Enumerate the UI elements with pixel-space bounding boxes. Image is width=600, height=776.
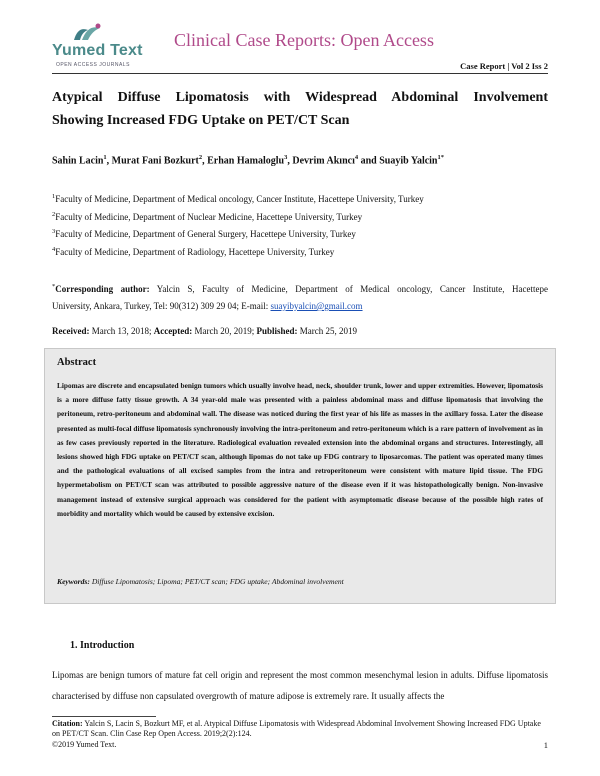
received-date: March 13, 2018; bbox=[91, 326, 152, 336]
logo-subtitle: OPEN ACCESS JOURNALS bbox=[56, 62, 130, 68]
affiliation bbox=[52, 211, 362, 222]
footer-rule bbox=[52, 716, 156, 717]
keywords-label: Keywords: bbox=[57, 577, 90, 586]
title-line-1: Atypical Diffuse Lipomatosis with Widespread Abdominal Involvement bbox=[52, 90, 548, 105]
author-sup: 2 bbox=[198, 154, 203, 161]
affiliation-sup: 2 bbox=[52, 211, 56, 218]
logo-text: Yumed Text bbox=[52, 42, 143, 59]
title-line-2: Showing Increased FDG Uptake on PET/CT Scan bbox=[52, 113, 350, 128]
author-list bbox=[52, 154, 444, 166]
affiliation bbox=[52, 246, 334, 257]
author-name: Murat Fani Bozkurt bbox=[111, 155, 199, 167]
affiliation bbox=[52, 193, 424, 204]
author-name: Erhan Hamaloglu bbox=[207, 155, 285, 167]
header-rule bbox=[52, 73, 548, 74]
affiliation-text: Faculty of Medicine, Department of Radiology, Hacettepe University, Turkey bbox=[55, 247, 335, 257]
publisher-logo bbox=[52, 36, 162, 72]
introduction-text: Lipomas are benign tumors of mature fat cell origin and represent the most common mesenchymal lesion in adults. Diffuse lipomatosis characterised by diffuse non capsulated overgrowth of mature adipose is extremely rare. It usually affects the bbox=[52, 670, 548, 701]
author-name: Suayib Yalcin bbox=[379, 155, 438, 167]
accepted-label: Accepted: bbox=[153, 326, 193, 336]
article-title bbox=[52, 86, 548, 132]
author-separator: , bbox=[106, 155, 112, 167]
author-sup: 1* bbox=[437, 154, 444, 161]
corresponding-author bbox=[52, 278, 548, 315]
logo-mark-icon bbox=[68, 22, 108, 42]
author-name: Sahin Lacin bbox=[52, 155, 104, 167]
abstract-heading: Abstract bbox=[57, 357, 97, 368]
citation-label: Citation: bbox=[52, 719, 83, 728]
abstract-text: Lipomas are discrete and encapsulated benign tumors which usually involve head, neck, shoulder trunk, lower and upper extremities. However, lipomatosis is a more diffuse fatty tissue growth. A 34 year-old male was presented with a painless abdominal mass and diffuse lipomatosis that involving the peritoneum, retro-peritoneum and abdominal wall. The disease was noticed during the first year of his life as masses in the axillary fossa. Later the disease presented as multi-focal diffuse lipomatosis synchronously involving the intra-peritoneum and retro-peritoneum which is a rare pattern of involvement as in as few cases previously reported in the literature. Radiological evaluation revealed extension into the abdominal organs and structures. Interestingly, all lesions showed high FDG uptake on PET/CT scan, although lipomas do not take up FDG contrary to liposarcomas. The patient was operated many times and the pathological evaluations of all excised samples from the intra and retroperitoneum were consistent with mature lipid tissue. The FDG hypermetabolism on PET/CT scan was attributed to possible aggressive nature of the disease even if it was histopathologically benign. Non-invasive management instead of extensive surgical approach was considered for the patient with asymptomatic disease because of the possible high rates of morbidity and mortality which would be caused by extensive excision. bbox=[57, 381, 543, 518]
corr-text-2: University, Ankara, Turkey, Tel: 90(312) 309 29 04; E-mail: bbox=[52, 301, 271, 311]
corr-label: Corresponding author: bbox=[55, 284, 150, 294]
citation-text: Yalcin S, Lacin S, Bozkurt MF, et al. Atypical Diffuse Lipomatosis with Widespread Abdominal Involvement Showing Increased FDG Uptake on PET/CT Scan. Clin Case Rep Open Access. 2019;2(2):124. bbox=[52, 719, 541, 738]
keywords bbox=[57, 577, 344, 586]
affiliation-text: Faculty of Medicine, Department of Nuclear Medicine, Hacettepe University, Turkey bbox=[55, 212, 363, 222]
author-separator: , bbox=[287, 155, 293, 167]
affiliation bbox=[52, 228, 356, 239]
published-label: Published: bbox=[256, 326, 298, 336]
corr-text-1: Yalcin S, Faculty of Medicine, Department of Medical oncology, Cancer Institute, Hacettepe bbox=[156, 284, 548, 294]
author-sup: 3 bbox=[284, 154, 288, 161]
affiliation-text: Faculty of Medicine, Department of Medical oncology, Cancer Institute, Hacettepe University, Turkey bbox=[55, 194, 424, 204]
corr-line-1 bbox=[52, 278, 548, 298]
received-label: Received: bbox=[52, 326, 90, 336]
citation bbox=[52, 719, 548, 739]
issue-label: Case Report | Vol 2 Iss 2 bbox=[460, 61, 548, 71]
published-date: March 25, 2019 bbox=[299, 326, 357, 336]
publication-dates bbox=[52, 326, 357, 336]
accepted-date: March 20, 2019; bbox=[194, 326, 255, 336]
copyright: ©2019 Yumed Text. bbox=[52, 740, 117, 749]
author-sup: 4 bbox=[354, 154, 359, 161]
page-number: 1 bbox=[543, 740, 548, 750]
keywords-text: Diffuse Lipomatosis; Lipoma; PET/CT scan; FDG uptake; Abdominal involvement bbox=[91, 577, 344, 586]
journal-name: Clinical Case Reports: Open Access bbox=[174, 30, 434, 50]
author-separator: and bbox=[358, 155, 380, 167]
email-link[interactable]: suayibyalcin@gmail.com bbox=[270, 301, 363, 311]
author-name: Devrim Akıncı bbox=[292, 155, 355, 167]
affiliation-text: Faculty of Medicine, Department of General Surgery, Hacettepe University, Turkey bbox=[55, 229, 356, 239]
affiliation-sup: 4 bbox=[52, 246, 56, 253]
affiliation-sup: 1 bbox=[52, 193, 56, 200]
author-separator: , bbox=[202, 155, 208, 167]
corr-sup: * bbox=[52, 283, 56, 290]
affiliation-sup: 3 bbox=[52, 228, 56, 235]
abstract-box bbox=[44, 348, 556, 604]
section-heading-introduction: 1. Introduction bbox=[70, 640, 135, 651]
author-sup: 1 bbox=[103, 154, 107, 161]
